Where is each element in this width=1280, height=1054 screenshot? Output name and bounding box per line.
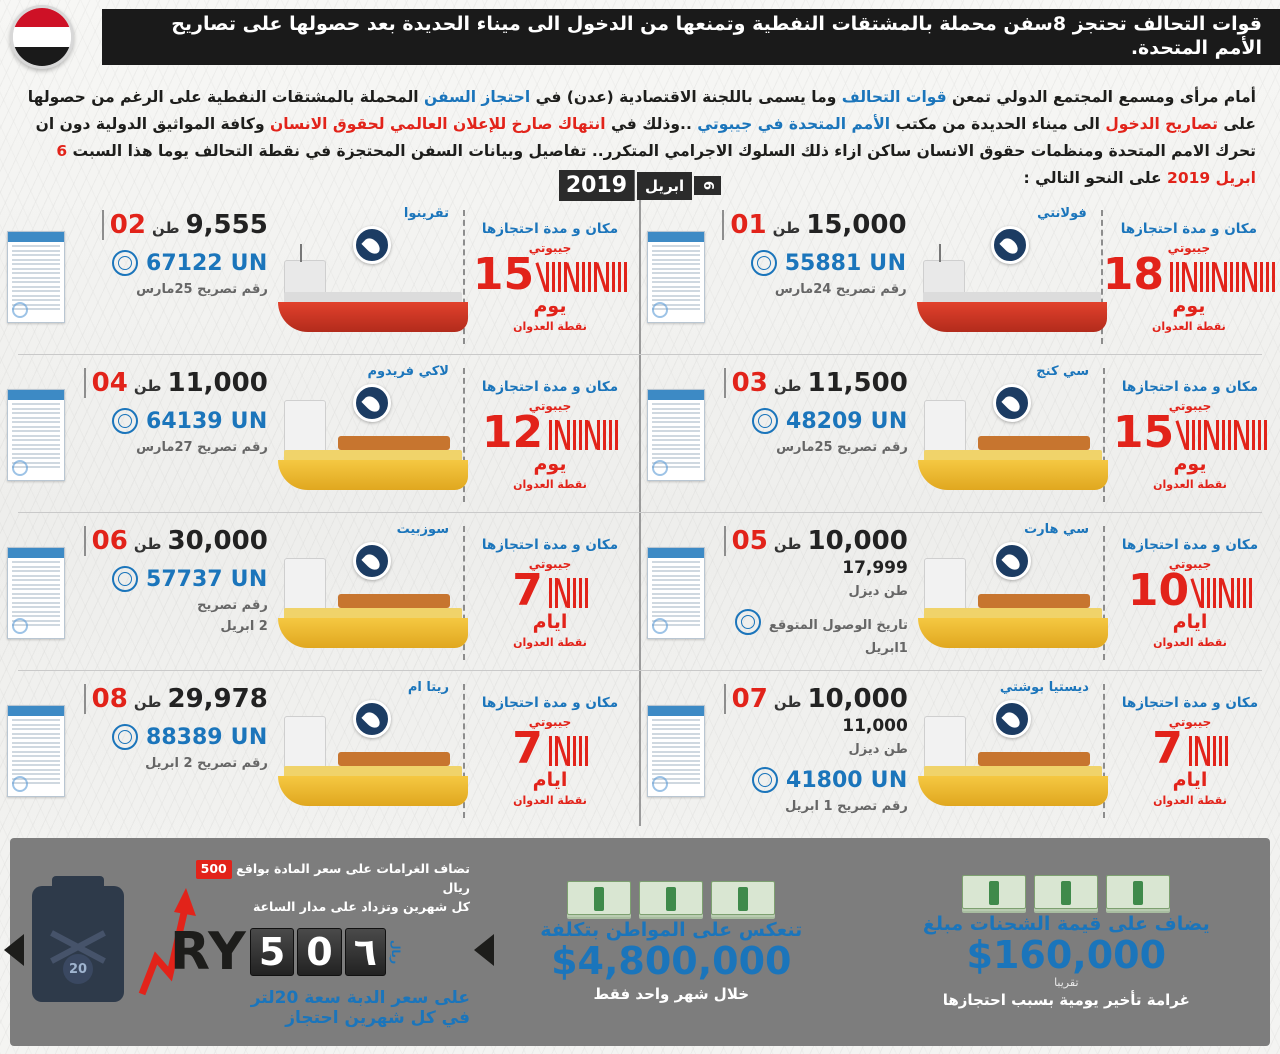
ship-info-05 xyxy=(707,518,908,668)
ship-hull xyxy=(918,776,1108,806)
ship-cabin xyxy=(284,400,326,452)
tally-marks xyxy=(1189,732,1228,766)
detention-title: مكان و مدة احتجازها xyxy=(481,379,619,396)
footer-middle-caption: تنعكس على المواطن بتكلفة xyxy=(540,919,803,942)
ship-name: فولانتي xyxy=(1037,206,1087,221)
ship-hull xyxy=(278,460,468,490)
ship-card-07[interactable] xyxy=(645,672,1275,830)
detention-title: مكان و مدة احتجازها xyxy=(1121,379,1259,396)
money-stack-icon xyxy=(567,881,775,915)
ship-tonnage-unit: طن xyxy=(133,693,162,711)
ship-index: 06 xyxy=(84,526,128,556)
intro-text-1: أمام مرأى ومسمع المجتمع الدولي تمعن xyxy=(952,88,1256,106)
detention-port: جيبوتي xyxy=(1168,557,1212,572)
detention-block-06 xyxy=(465,518,635,668)
intro-text-6: وكافة المواثيق الدولية دون ان تحرك الامم المتحدة ومنظمات حقوق الانسان ساكن ازاء ذلك السلوك الاجرامي المتكرر.. تفاصيل وبيانات السفن المحتجزة في نقطة التحالف يوما هذا السبت xyxy=(35,115,1256,161)
detention-title: مكان و مدة احتجازها xyxy=(481,221,619,238)
ship-tonnage: 15,000 xyxy=(806,210,907,240)
arrow-left-icon-2 xyxy=(4,934,24,966)
detention-days: 7 xyxy=(1152,723,1183,775)
un-logo-icon xyxy=(751,250,777,276)
ship-hull xyxy=(917,302,1107,332)
permit-document-icon xyxy=(7,547,65,639)
price-line-1: على سعر الدبة سعة 20لتر xyxy=(250,988,470,1009)
fuel-drop-icon xyxy=(993,542,1031,580)
ship-illustration-05 xyxy=(908,518,1105,668)
header xyxy=(0,6,1280,68)
detention-port: جيبوتي xyxy=(528,715,572,730)
ship-info-07 xyxy=(707,676,908,826)
ship-tank xyxy=(338,752,450,766)
tally-marks xyxy=(1180,416,1267,450)
ship-index: 02 xyxy=(102,210,146,240)
grid-divider-vertical xyxy=(639,200,641,826)
permit-text: رقم تصريح 24مارس xyxy=(774,282,907,297)
ship-illustration-04 xyxy=(268,360,465,510)
ship-tonnage-secondary-unit: طن ديزل xyxy=(848,584,908,599)
aggression-point-label: نقطة العدوان xyxy=(513,635,587,649)
ship-mast xyxy=(939,244,941,262)
detention-days-unit: ايام xyxy=(1172,610,1208,633)
permit-text: رقم تصريح 2 ابريل xyxy=(145,756,268,771)
ship-tonnage: 10,000 xyxy=(807,526,908,556)
ship-tonnage-unit: طن xyxy=(133,535,162,553)
ship-illustration-06 xyxy=(268,518,465,668)
ship-info-03 xyxy=(707,360,908,510)
fuel-drop-icon xyxy=(993,700,1031,738)
permit-document-icon xyxy=(647,705,705,797)
ship-info-06 xyxy=(67,518,268,668)
un-logo-icon xyxy=(752,408,778,434)
ship-tank xyxy=(978,594,1090,608)
un-number: 57737 xyxy=(146,566,223,592)
tally-marks xyxy=(549,732,588,766)
intro-highlight-4: الأمم المتحدة في جيبوتي xyxy=(697,115,891,134)
fuel-drop-icon xyxy=(353,700,391,738)
yemen-flag-icon xyxy=(10,5,74,69)
fuel-drop-icon xyxy=(353,542,391,580)
detention-port: جيبوتي xyxy=(528,557,572,572)
un-label: UN xyxy=(230,250,268,276)
odometer-digit-0: 5 xyxy=(250,928,294,976)
ship-tonnage-unit: طن xyxy=(133,377,162,395)
ship-card-06[interactable] xyxy=(5,514,635,672)
ship-tonnage: 30,000 xyxy=(167,526,268,556)
un-logo-icon xyxy=(112,250,138,276)
ship-cabin xyxy=(284,716,326,768)
intro-text-7: على النحو التالي : xyxy=(1023,169,1162,188)
un-number: 64139 xyxy=(146,408,223,434)
jerrycan-capacity: 20 xyxy=(63,954,93,984)
permit-text: رقم تصريح 1 ابريل xyxy=(785,799,908,814)
permit-text: رقم تصريح 27مارس xyxy=(136,440,268,455)
price-odometer xyxy=(170,922,470,982)
detention-port: جيبوتي xyxy=(1167,241,1211,256)
un-logo-icon xyxy=(752,767,778,793)
permit-document-icon xyxy=(7,231,65,323)
ship-tonnage: 11,000 xyxy=(167,368,268,398)
ship-tonnage: 9,555 xyxy=(185,210,268,240)
ship-cabin xyxy=(924,400,966,452)
intro-text-3: المحملة بالمشتقات النفطية على الرغم من حصولها على xyxy=(27,88,1256,134)
detention-days-unit: ايام xyxy=(532,610,568,633)
detention-days: 7 xyxy=(512,565,543,617)
ship-tonnage-unit: طن xyxy=(151,219,180,237)
detention-title: مكان و مدة احتجازها xyxy=(481,537,619,554)
detention-days-unit: يوم xyxy=(1173,452,1207,475)
footer-summary xyxy=(10,838,1270,1046)
price-line-2: في كل شهرين احتجاز xyxy=(285,1008,470,1029)
un-label: UN xyxy=(870,408,908,434)
ship-card-05[interactable] xyxy=(645,514,1275,672)
ship-info-02 xyxy=(67,202,268,352)
detention-block-02 xyxy=(465,202,635,352)
ship-name: ديستيا بوشتي xyxy=(999,680,1089,695)
ship-tonnage-secondary-unit: طن ديزل xyxy=(848,742,908,757)
detention-block-01 xyxy=(1103,202,1275,352)
detention-title: مكان و مدة احتجازها xyxy=(1121,695,1259,712)
tally-marks xyxy=(540,258,627,292)
ship-cabin xyxy=(923,260,965,294)
ship-index: 04 xyxy=(84,368,128,398)
fuel-price-block xyxy=(170,860,470,1028)
permit-date: 1ابريل xyxy=(864,641,908,656)
un-label: UN xyxy=(870,767,908,793)
ship-hull xyxy=(278,302,468,332)
permit-text: رقم تصريح xyxy=(197,598,268,613)
permit-text: رقم تصريح 25مارس xyxy=(776,440,908,455)
un-number: 67122 xyxy=(146,250,223,276)
intro-highlight-5: انتهاك صارخ للإعلان العالمي لحقوق الانسان xyxy=(269,115,606,134)
ship-cabin xyxy=(924,558,966,610)
permit-text: رقم تصريح 25مارس xyxy=(136,282,268,297)
detention-days-unit: يوم xyxy=(533,294,567,317)
un-logo-icon xyxy=(735,609,761,635)
ship-illustration-02 xyxy=(268,202,465,352)
ships-grid xyxy=(0,196,1280,830)
ship-info-04 xyxy=(67,360,268,510)
intro-text-2: وما يسمى باللجنة الاقتصادية (عدن) في xyxy=(535,88,837,106)
ship-card-08[interactable] xyxy=(5,672,635,830)
ship-index: 03 xyxy=(724,368,768,398)
fine-note-c: كل شهرين وتزداد على مدار الساعة xyxy=(252,898,470,914)
intro-highlight-6: 6 ابريل 2019 xyxy=(56,142,1256,188)
un-number: 88389 xyxy=(146,724,223,750)
ship-tonnage: 10,000 xyxy=(807,684,908,714)
ship-illustration-03 xyxy=(908,360,1105,510)
ship-tank xyxy=(338,594,450,608)
date-day: 6 xyxy=(694,176,721,195)
odometer-digit-1: 0 xyxy=(297,928,341,976)
fine-note-b: ريال xyxy=(442,879,470,895)
detention-port: جيبوتي xyxy=(528,399,572,414)
date-year: 2019 xyxy=(559,170,635,201)
ship-index: 01 xyxy=(722,210,766,240)
odometer-side-label: ريال xyxy=(388,940,402,965)
permit-document-icon xyxy=(7,705,65,797)
ship-hull xyxy=(278,618,468,648)
aggression-point-label: نقطة العدوان xyxy=(1153,793,1227,807)
ship-card-01[interactable] xyxy=(645,198,1275,356)
ship-index: 08 xyxy=(84,684,128,714)
footer-middle-amount: $4,800,000 xyxy=(551,939,792,984)
permit-text: تاريخ الوصول المتوقع xyxy=(768,617,908,633)
ship-tank xyxy=(978,752,1090,766)
permit-document-icon xyxy=(7,389,65,481)
detention-block-03 xyxy=(1105,360,1275,510)
tally-marks xyxy=(1195,574,1252,608)
detention-days-unit: يوم xyxy=(1172,294,1206,317)
un-logo-icon xyxy=(112,566,138,592)
intro-highlight-2: احتجاز السفن xyxy=(424,88,531,106)
detention-days: 15 xyxy=(472,249,535,301)
detention-days: 12 xyxy=(481,407,544,459)
ship-name: تقرينوا xyxy=(403,206,449,221)
footer-right-tiny: تقريبا xyxy=(1054,976,1079,990)
un-label: UN xyxy=(230,566,268,592)
ship-tonnage-secondary: 11,000 xyxy=(842,716,908,736)
ship-card-02[interactable] xyxy=(5,198,635,356)
permit-document-icon xyxy=(647,389,705,481)
permit-document-icon xyxy=(647,547,705,639)
detention-days-unit: ايام xyxy=(1172,768,1208,791)
intro-text-4: الى ميناء الحديدة من مكتب xyxy=(895,115,1100,134)
ship-illustration-08 xyxy=(268,676,465,826)
intro-highlight-3: تصاريح الدخول xyxy=(1105,115,1218,134)
jerrycan-icon xyxy=(32,886,124,1002)
detention-days: 7 xyxy=(512,723,543,775)
ship-tonnage: 11,500 xyxy=(807,368,908,398)
ship-hull xyxy=(278,776,468,806)
detention-block-05 xyxy=(1105,518,1275,668)
detention-title: مكان و مدة احتجازها xyxy=(481,695,619,712)
footer-middle-block xyxy=(480,838,863,1046)
ship-name: لاكي فريدوم xyxy=(367,364,449,379)
ship-card-04[interactable] xyxy=(5,356,635,514)
ship-tonnage-unit: طن xyxy=(773,535,802,553)
detention-port: جيبوتي xyxy=(1168,399,1212,414)
detention-days: 10 xyxy=(1127,565,1190,617)
date-month: ابريل xyxy=(637,172,692,200)
ship-tonnage-unit: طن xyxy=(773,377,802,395)
ship-name: سي كنج xyxy=(1036,364,1089,379)
aggression-point-label: نقطة العدوان xyxy=(513,477,587,491)
footer-right-sub: غرامة تأخير يومية بسبب احتجازها xyxy=(942,991,1190,1010)
fuel-drop-icon xyxy=(991,226,1029,264)
ship-hull xyxy=(918,618,1108,648)
detention-days-unit: ايام xyxy=(532,768,568,791)
odometer-digit-2: ٦ xyxy=(345,928,386,976)
detention-days-unit: يوم xyxy=(533,452,567,475)
fuel-drop-icon xyxy=(353,384,391,422)
ship-illustration-01 xyxy=(907,202,1103,352)
ship-index: 07 xyxy=(724,684,768,714)
detention-title: مكان و مدة احتجازها xyxy=(1120,221,1258,238)
ship-info-01 xyxy=(707,202,907,352)
aggression-point-label: نقطة العدوان xyxy=(513,793,587,807)
fuel-drop-icon xyxy=(993,384,1031,422)
permit-document-icon xyxy=(647,231,705,323)
ship-cabin xyxy=(284,260,326,294)
page-title: قوات التحالف تحتجز 8سفن محملة بالمشتقات النفطية وتمنعها من الدخول الى ميناء الحديدة بعد حصولها على تصاريح الأمم المتحدة. xyxy=(102,9,1280,65)
intro-highlight-1: قوات التحالف xyxy=(841,88,947,106)
detention-block-07 xyxy=(1105,676,1275,826)
intro-text-5: ..وذلك في xyxy=(610,115,692,134)
permit-date: 2 ابريل xyxy=(220,619,268,634)
ship-mast xyxy=(300,244,302,262)
ship-tonnage-unit: طن xyxy=(772,219,801,237)
odometer-currency-prefix: RY xyxy=(169,922,247,983)
footer-middle-sub: خلال شهر واحد فقط xyxy=(593,984,750,1003)
ship-index: 05 xyxy=(724,526,768,556)
ship-tonnage-unit: طن xyxy=(773,693,802,711)
ship-name: سي هارت xyxy=(1024,522,1089,537)
un-label: UN xyxy=(230,724,268,750)
un-label: UN xyxy=(230,408,268,434)
ship-cabin xyxy=(284,558,326,610)
footer-right-caption: يضاف على قيمة الشحنات مبلغ xyxy=(922,912,1210,935)
un-label: UN xyxy=(869,250,907,276)
fine-note-a: تضاف الغرامات على سعر المادة بواقع xyxy=(236,861,470,876)
tally-marks xyxy=(549,416,618,450)
ship-tonnage: 29,978 xyxy=(167,684,268,714)
un-logo-icon xyxy=(112,724,138,750)
tally-marks xyxy=(1170,258,1275,292)
ship-hull xyxy=(918,460,1108,490)
ship-tank xyxy=(338,436,450,450)
aggression-point-label: نقطة العدوان xyxy=(1153,477,1227,491)
ship-cabin xyxy=(924,716,966,768)
tally-marks xyxy=(549,574,588,608)
un-logo-icon xyxy=(112,408,138,434)
footer-right-amount: $160,000 xyxy=(966,932,1167,977)
un-number: 41800 xyxy=(786,767,863,793)
detention-port: جيبوتي xyxy=(1168,715,1212,730)
ship-illustration-07 xyxy=(908,676,1105,826)
fine-note-pill: 500 xyxy=(196,860,232,879)
detention-port: جيبوتي xyxy=(528,241,572,256)
detention-days: 18 xyxy=(1102,249,1164,301)
ship-tank xyxy=(978,436,1090,450)
ship-info-08 xyxy=(67,676,268,826)
ship-name: سوزبيت xyxy=(396,522,449,537)
aggression-point-label: نقطة العدوان xyxy=(513,319,587,333)
footer-right-block xyxy=(863,838,1270,1046)
ship-name: ريتا ام xyxy=(407,680,449,695)
ship-card-03[interactable] xyxy=(645,356,1275,514)
fuel-drop-icon xyxy=(353,226,391,264)
detention-title: مكان و مدة احتجازها xyxy=(1121,537,1259,554)
ship-tonnage-secondary: 17,999 xyxy=(842,558,908,578)
un-number: 55881 xyxy=(784,250,862,276)
un-number: 48209 xyxy=(786,408,863,434)
aggression-point-label: نقطة العدوان xyxy=(1152,319,1226,333)
detention-days: 15 xyxy=(1112,407,1175,459)
detention-block-04 xyxy=(465,360,635,510)
footer-left-block xyxy=(10,838,480,1046)
money-stack-icon xyxy=(962,875,1170,909)
detention-block-08 xyxy=(465,676,635,826)
aggression-point-label: نقطة العدوان xyxy=(1153,635,1227,649)
